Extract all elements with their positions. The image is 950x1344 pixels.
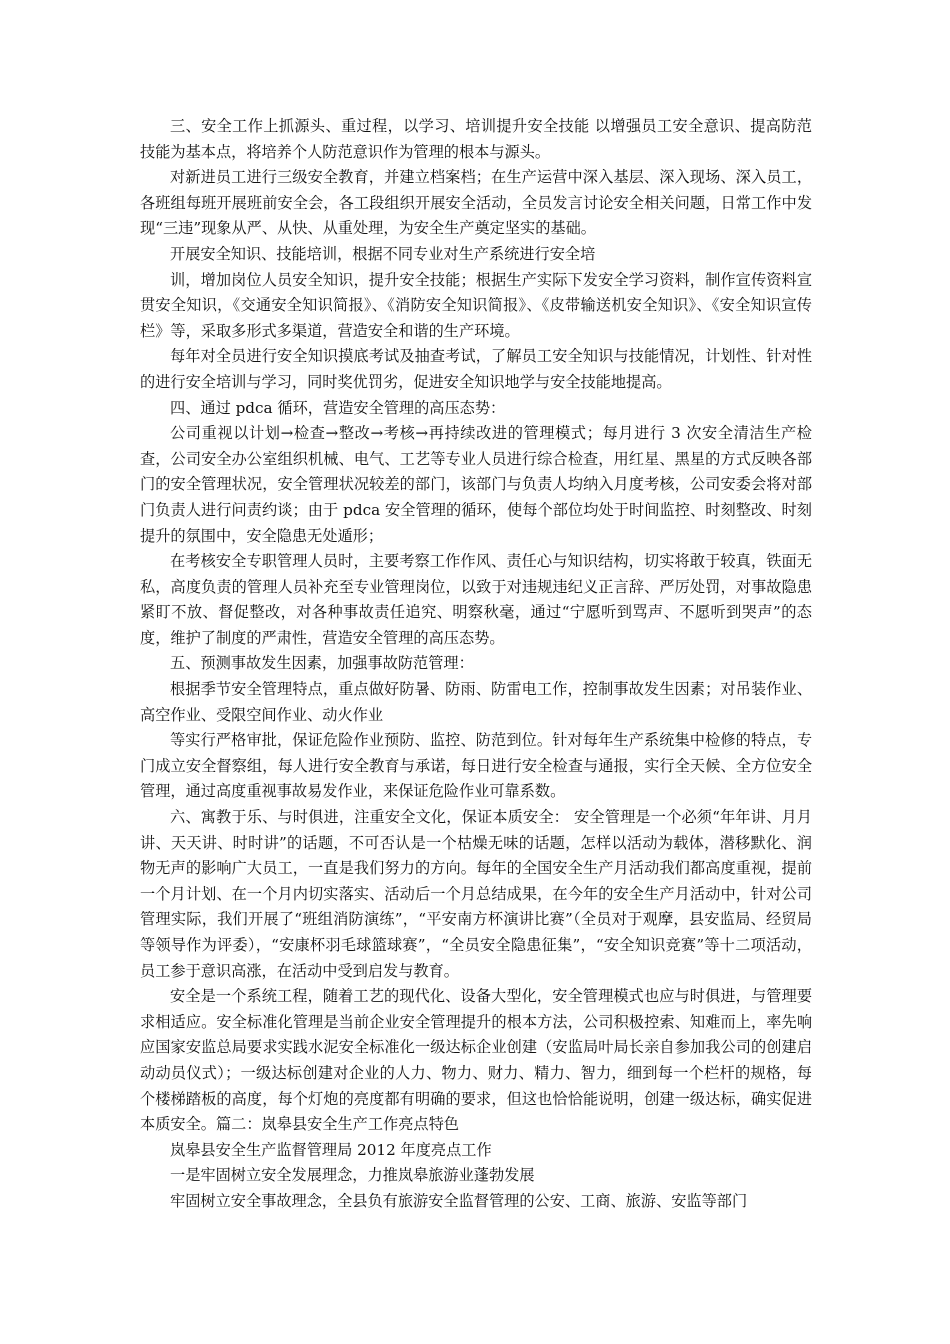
paragraph-section-four: 四、通过 pdca 循环，营造安全管理的高压态势： — [170, 398, 506, 417]
paragraph-section-six: 六、寓教于乐、与时俱进，注重安全文化，保证本质安全： 安全管理是一个必须“年年讲、月月讲、天天讲、时时讲”的话题，不可否认是一个枯燥无味的话题，怎样以活动为载体，潜移默化、润物无声的影响广大员工，一直是我们努力的方向。每年的全国安全生产月活动我们都高度重视，提前一个月计划、在一个月内切实落实、活动后一个月总结成果，在今年的安全生产月活动中，针对公司管理实际，我们开展了“班组消防演练”，“平安南方杯演讲比赛”（全员对于观摩，县安监局、经贸局等领导作为评委），“安康杯羽毛球篮球赛”，“全员安全隐患征集”，“安全知识竞赛”等十二项活动，员工参于意识高涨，在活动中受到启发与教育。 — [140, 808, 812, 980]
paragraph-training-intro: 开展安全知识、技能培训，根据不同专业对生产系统进行安全培 — [170, 244, 596, 263]
document-body — [140, 114, 812, 1215]
paragraph-seasonal-management: 根据季节安全管理特点，重点做好防暑、防雨、防雷电工作，控制事故发生因素；对吊装作业、高空作业、受限空间作业、动火作业 — [140, 680, 812, 724]
paragraph-standardization: 安全是一个系统工程，随着工艺的现代化、设备大型化，安全管理模式也应与时俱进，与管理要求相适应。安全标准化管理是当前企业安全管理提升的根本方法，公司积极控索、知难而上，率先响应国家安监总局要求实践水泥安全标准化一级达标企业创建（安监局叶局长亲自参加我公司的创建启动动员仪式）；一级达标创建对企业的人力、物力、财力、精力、智力，细到每一个栏杆的规格，每个楼梯踏板的高度，每个灯炮的亮度都有明确的要求，但这也恰恰能说明，创建一级达标，确实促进本质安全。篇二：岚皋县安全生产工作亮点特色 — [140, 987, 812, 1134]
paragraph-training-materials: 训，增加岗位人员安全知识，提升安全技能；根据生产实际下发安全学习资料，制作宣传资料宣贯安全知识，《交通安全知识简报》、《消防安全知识简报》、《皮带输送机安全知识》、《安全知识宣传栏》等，采取多形式多渠道，营造安全和谐的生产环境。 — [140, 270, 812, 340]
paragraph-bureau-highlights: 岚皋县安全生产监督管理局 2012 年度亮点工作 — [170, 1140, 492, 1159]
paragraph-point-one: 一是牢固树立安全发展理念，力推岚皋旅游业蓬勃发展 — [170, 1166, 535, 1185]
paragraph-pdca-cycle: 公司重视以计划→检查→整改→考核→再持续改进的管理模式；每月进行 3 次安全清洁生产检查，公司安全办公室组织机械、电气、工艺等专业人员进行综合检查，用红星、黑星的方式反映各部门的安全管理状况，安全管理状况较差的部门，该部门与负责人均纳入月度考核，公司安委会将对部门负责人进行问责约谈；由于 pdca 安全管理的循环，使每个部位均处于时间监控、时刻整改、时刻提升的氛围中，安全隐患无处遁形； — [140, 424, 812, 545]
paragraph-new-staff-education: 对新进员工进行三级安全教育，并建立档案档；在生产运营中深入基层、深入现场、深入员工，各班组每班开展班前安全会，各工段组织开展安全活动，全员发言讨论安全相关问题，日常工作中发现“三违”现象从严、从快、从重处理，为安全生产奠定坚实的基础。 — [140, 168, 812, 238]
paragraph-approval: 等实行严格审批，保证危险作业预防、监控、防范到位。针对每年生产系统集中检修的特点，专门成立安全督察组，每人进行安全教育与承诺，每日进行安全检查与通报，实行全天候、全方位安全管理，通过高度重视事故易发作业，来保证危险作业可靠系数。 — [140, 731, 812, 801]
paragraph-section-three: 三、安全工作上抓源头、重过程，以学习、培训提升安全技能 以增强员工安全意识、提高防范技能为基本点，将培养个人防范意识作为管理的根本与源头。 — [140, 117, 812, 161]
paragraph-tourism-safety: 牢固树立安全事故理念，全县负有旅游安全监督管理的公安、工商、旅游、安监等部门 — [170, 1191, 748, 1210]
paragraph-annual-exam: 每年对全员进行安全知识摸底考试及抽查考试，了解员工安全知识与技能情况，计划性、针对性的进行安全培训与学习，同时奖优罚劣，促进安全知识地学与安全技能地提高。 — [140, 347, 812, 391]
paragraph-section-five: 五、预测事故发生因素，加强事故防范管理： — [170, 654, 474, 673]
paragraph-assessment: 在考核安全专职管理人员时，主要考察工作作风、责任心与知识结构，切实将敢于较真，铁面无私，高度负责的管理人员补充至专业管理岗位，以致于对违规违纪义正言辞、严厉处罚，对事故隐患紧盯不放、督促整改，对各种事故责任追究、明察秋毫，通过“宁愿听到骂声、不愿听到哭声”的态度，维护了制度的严肃性，营造安全管理的高压态势。 — [140, 552, 812, 647]
